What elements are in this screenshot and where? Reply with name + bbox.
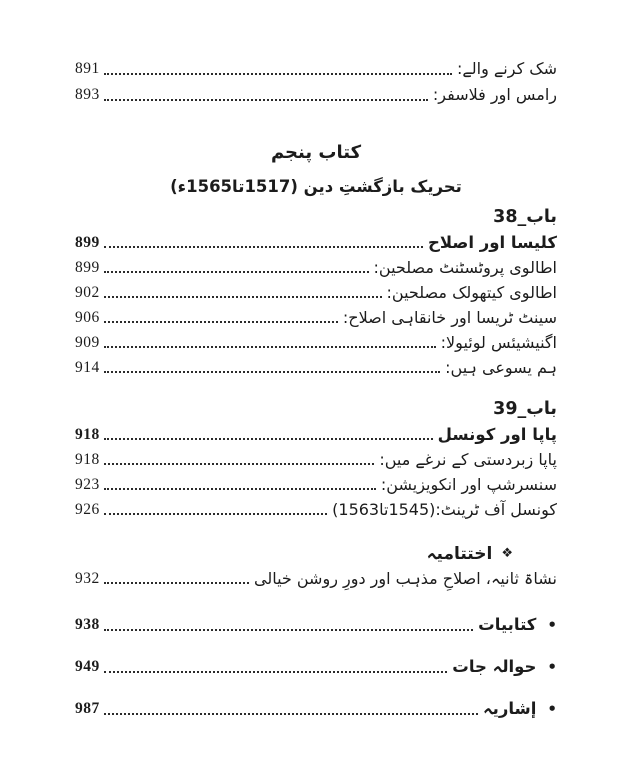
toc-entry-title: اطالوی کیتھولک مصلحین: bbox=[386, 283, 557, 302]
bullet-icon: • bbox=[547, 700, 557, 718]
dotted-leader bbox=[104, 73, 452, 75]
dotted-leader bbox=[104, 671, 447, 673]
toc-entry-title: رامس اور فلاسفر: bbox=[432, 85, 557, 104]
toc-row bbox=[75, 330, 557, 355]
toc-row bbox=[75, 305, 557, 330]
bullet-icon: • bbox=[547, 616, 557, 634]
back-matter-title: إشاریہ bbox=[482, 699, 537, 718]
toc-entry-title: نشاۃ ثانیہ، اصلاحِ مذہب اور دورِ روشن خیالی bbox=[253, 569, 557, 588]
chapter-title-row bbox=[75, 230, 557, 255]
dotted-leader bbox=[104, 321, 338, 323]
back-matter-title: کتابیات bbox=[478, 615, 537, 634]
toc-row bbox=[75, 566, 557, 591]
back-matter-title: حوالہ جات bbox=[452, 657, 537, 676]
chapter-title-page: 918 bbox=[75, 426, 100, 443]
dotted-leader bbox=[104, 371, 440, 373]
toc-entry-page: 906 bbox=[75, 309, 100, 326]
back-matter-page: 949 bbox=[75, 658, 100, 675]
toc-entry-page: 914 bbox=[75, 359, 100, 376]
toc-entry-page: 926 bbox=[75, 501, 100, 518]
chapter-title: کلیسا اور اصلاح bbox=[428, 233, 557, 252]
toc-row bbox=[75, 82, 557, 108]
bullet-icon: • bbox=[547, 658, 557, 676]
toc-entry-title: اطالوی پروٹسٹنٹ مصلحین: bbox=[373, 258, 557, 277]
toc-entry-page: 932 bbox=[75, 570, 100, 587]
dotted-leader bbox=[104, 513, 327, 515]
toc-entry-page: 923 bbox=[75, 476, 100, 493]
toc-entry-page: 891 bbox=[75, 60, 100, 77]
back-matter-page: 987 bbox=[75, 700, 100, 717]
chapter-title-page: 899 bbox=[75, 234, 100, 251]
dotted-leader bbox=[104, 99, 428, 101]
dotted-leader bbox=[104, 438, 433, 440]
chapter-title: پاپا اور کونسل bbox=[437, 425, 557, 444]
dotted-leader bbox=[104, 488, 376, 490]
toc-entry-title: پاپا زبردستی کے نرغے میں: bbox=[379, 450, 557, 469]
chapter-title-row bbox=[75, 422, 557, 447]
dotted-leader bbox=[104, 629, 473, 631]
toc-entry-title: کونسل آف ٹرینٹ:(1545تا1563) bbox=[332, 500, 557, 519]
toc-row bbox=[75, 447, 557, 472]
toc-entry-title: ہم یسوعی ہیں: bbox=[445, 358, 557, 377]
back-matter-row bbox=[75, 654, 557, 680]
toc-row bbox=[75, 355, 557, 380]
dotted-leader bbox=[104, 713, 478, 715]
toc-entry-page: 909 bbox=[75, 334, 100, 351]
conclusion-heading bbox=[75, 542, 557, 566]
toc-row bbox=[75, 255, 557, 280]
dotted-leader bbox=[104, 271, 369, 273]
toc-row bbox=[75, 472, 557, 497]
toc-entry-page: 899 bbox=[75, 259, 100, 276]
conclusion-heading-label: اختتامیہ bbox=[426, 544, 493, 564]
dotted-leader bbox=[104, 246, 423, 248]
toc-entry-page: 893 bbox=[75, 86, 100, 103]
toc-row bbox=[75, 280, 557, 305]
dotted-leader bbox=[104, 346, 436, 348]
chapter-label-38: باب_38 bbox=[493, 207, 557, 227]
toc-row bbox=[75, 56, 557, 82]
back-matter-row bbox=[75, 612, 557, 638]
back-matter-page: 938 bbox=[75, 616, 100, 633]
dotted-leader bbox=[104, 296, 382, 298]
toc-entry-title: سینٹ ٹریسا اور خانقاہی اصلاح: bbox=[342, 308, 557, 327]
toc-entry-title: شک کرنے والے: bbox=[457, 59, 557, 78]
book-heading bbox=[75, 140, 557, 202]
toc-row bbox=[75, 497, 557, 522]
back-matter-row bbox=[75, 696, 557, 722]
toc-entry-title: سنسرشپ اور انکویزیشن: bbox=[380, 475, 557, 494]
diamond-bullet-icon: ❖ bbox=[501, 546, 513, 561]
dotted-leader bbox=[104, 463, 375, 465]
toc-entry-page: 918 bbox=[75, 451, 100, 468]
book-subtitle: تحریک بازگشتِ دین (1517تا1565ء) bbox=[170, 177, 462, 196]
toc-entry-title: اگنیشیئس لوئیولا: bbox=[440, 333, 557, 352]
book-title: کتاب پنجم bbox=[270, 142, 362, 163]
dotted-leader bbox=[104, 582, 249, 584]
toc-entry-page: 902 bbox=[75, 284, 100, 301]
chapter-label-39: باب_39 bbox=[493, 399, 557, 419]
